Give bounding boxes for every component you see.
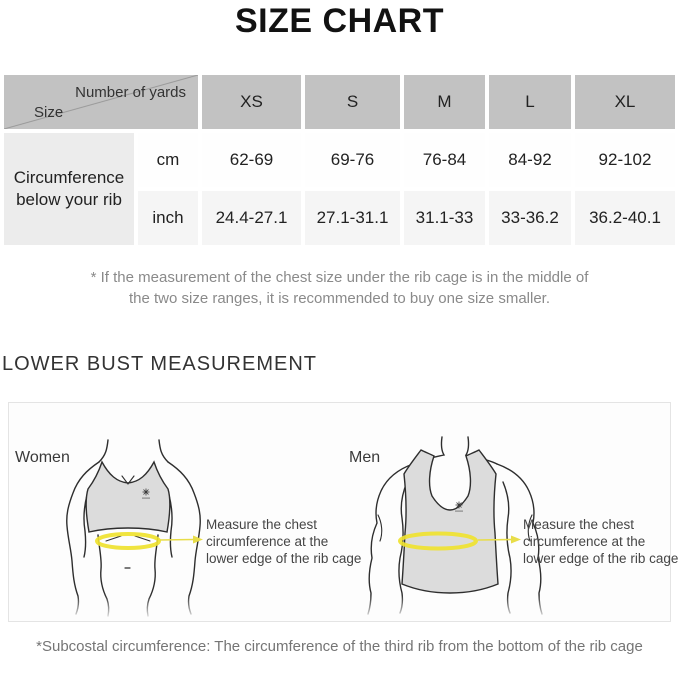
men-annotation-line-3: lower edge of the rib cage (523, 551, 679, 566)
women-annotation-line-1: Measure the chest (206, 517, 318, 532)
data-cell: 69-76 (305, 133, 400, 187)
women-annotation-line-3: lower edge of the rib cage (206, 551, 362, 566)
data-cell: 62-69 (202, 133, 301, 187)
page-title: SIZE CHART (235, 2, 444, 40)
data-cell: 76-84 (404, 133, 485, 187)
men-annotation-line-1: Measure the chest (523, 517, 635, 532)
row-label-cell: Circumference below your rib (4, 133, 134, 245)
col-header-m: M (404, 75, 485, 129)
men-label: Men (349, 449, 381, 466)
figure-fade (9, 595, 670, 621)
men-figure (368, 437, 542, 614)
table-note-line-2: the two size ranges, it is recommended to buy one size smaller. (128, 290, 551, 307)
corner-bottom-label: Size (34, 104, 64, 121)
table-note-line-1: * If the measurement of the chest size under the rib cage is in the middle of (90, 269, 589, 286)
measurement-panel (8, 402, 679, 622)
data-cell: 36.2-40.1 (575, 191, 675, 245)
table-header-row (4, 75, 675, 129)
col-header-s: S (305, 75, 400, 129)
table-note (0, 267, 679, 309)
men-annotation (523, 516, 679, 567)
table-row-cm (4, 133, 675, 187)
women-label: Women (15, 449, 70, 466)
measurement-figures-illustration (9, 403, 670, 621)
data-cell: 92-102 (575, 133, 675, 187)
men-annotation-line-2: circumference at the (523, 534, 646, 549)
unit-cell-cm: cm (138, 133, 198, 187)
col-header-xs: XS (202, 75, 301, 129)
data-cell: 33-36.2 (489, 191, 571, 245)
unit-cell-inch: inch (138, 191, 198, 245)
corner-cell (4, 75, 198, 129)
data-cell: 27.1-31.1 (305, 191, 400, 245)
corner-top-label: Number of yards (75, 84, 186, 101)
data-cell: 24.4-27.1 (202, 191, 301, 245)
data-cell: 31.1-33 (404, 191, 485, 245)
section-heading: LOWER BUST MEASUREMENT (2, 353, 317, 375)
bottom-note: *Subcostal circumference: The circumference of the third rib from the bottom of the rib cage (36, 638, 643, 655)
col-header-l: L (489, 75, 571, 129)
size-table (0, 71, 679, 249)
women-annotation (206, 516, 376, 567)
annotation-arrow-women (160, 536, 203, 544)
women-annotation-line-2: circumference at the (206, 534, 329, 549)
women-figure (67, 440, 201, 616)
data-cell: 84-92 (489, 133, 571, 187)
col-header-xl: XL (575, 75, 675, 129)
